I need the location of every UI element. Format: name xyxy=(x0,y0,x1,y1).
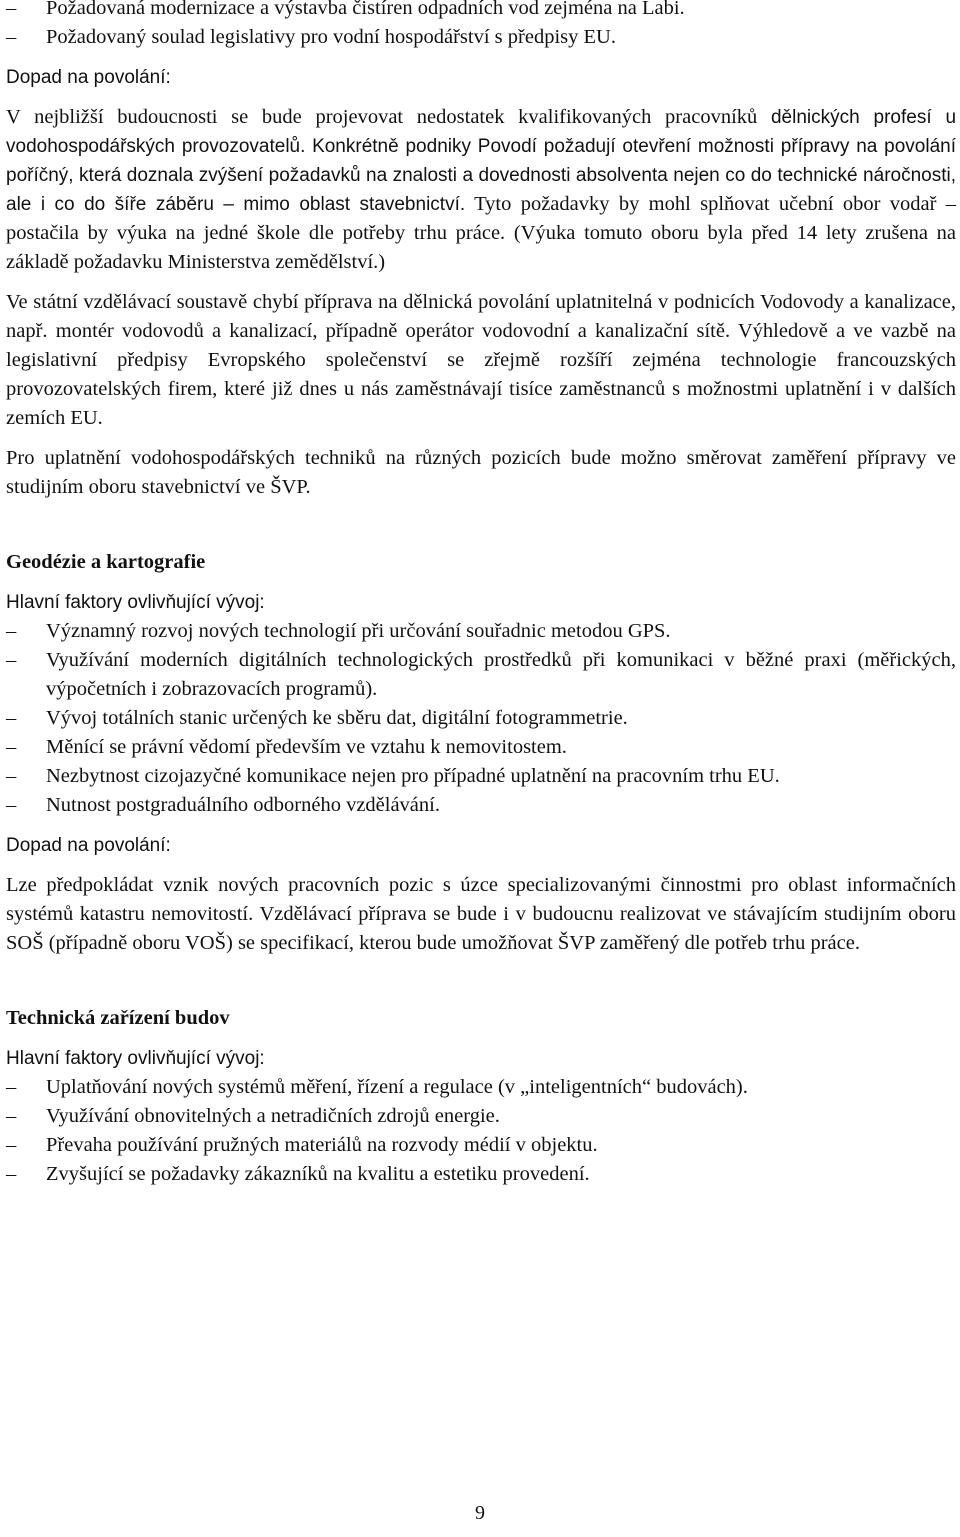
list-item: – Vývoj totálních stanic určených ke sběru dat, digitální fotogrammetrie. xyxy=(6,704,956,733)
dash-bullet: – xyxy=(6,0,17,19)
list-item: – Uplatňování nových systémů měření, řízení a regulace (v „inteligentních“ budovách). xyxy=(6,1073,956,1102)
dash-bullet: – xyxy=(6,707,17,729)
section-heading: Geodézie a kartografie xyxy=(6,551,206,573)
list-item: – Zvyšující se požadavky zákazníků na kvalitu a estetiku provedení. xyxy=(6,1160,956,1189)
dash-bullet: – xyxy=(6,736,17,758)
dash-bullet: – xyxy=(6,765,17,787)
dash-bullet: – xyxy=(6,794,17,816)
impact-label: Dopad na povolání: xyxy=(6,67,171,88)
paragraph: Pro uplatnění vodohospodářských techniků na různých pozicích bude možno směrovat zaměření přípravy ve studijním oboru stavebnictví ve ŠVP. xyxy=(6,447,956,498)
list-item: – Nutnost postgraduálního odborného vzdělávání. xyxy=(6,791,956,820)
dash-bullet: – xyxy=(6,1105,17,1127)
list-item: – Významný rozvoj nových technologií při určování souřadnic metodou GPS. xyxy=(6,617,956,646)
list-item: – Požadovaný soulad legislativy pro vodní hospodářství s předpisy EU. xyxy=(6,23,956,52)
dash-bullet: – xyxy=(6,649,17,671)
factors-bullet-list xyxy=(6,617,956,820)
factors-bullet-list xyxy=(6,1073,956,1189)
list-item: – Měnící se právní vědomí především ve vztahu k nemovitostem. xyxy=(6,733,956,762)
dash-bullet: – xyxy=(6,1134,17,1156)
factors-label: Hlavní faktory ovlivňující vývoj: xyxy=(6,592,265,613)
dash-bullet: – xyxy=(6,1163,17,1185)
dash-bullet: – xyxy=(6,620,17,642)
impact-label: Dopad na povolání: xyxy=(6,835,171,856)
page-number: 9 xyxy=(475,1502,485,1524)
list-item: – Nezbytnost cizojazyčné komunikace nejen pro případné uplatnění na pracovním trhu EU. xyxy=(6,762,956,791)
list-item: – Požadovaná modernizace a výstavba čistíren odpadních vod zejména na Labi. xyxy=(6,0,956,23)
list-item: – Využívání moderních digitálních technologických prostředků při komunikaci v běžné praxi (měřických, výpočetních i zobrazovacích programů). xyxy=(6,646,956,704)
paragraph: V nejbližší budoucnosti se bude projevovat nedostatek kvalifikovaných pracovníků dělnických profesí u vodohospodářských provozovatelů. Konkrétně podniky Povodí požadují otevření možnosti přípravy na povolání poříčný, která doznala zvýšení požadavků na znalosti a dovednosti absolventa nejen co do technické náročnosti, ale i co do šíře záběru – mimo oblast stavebnictví. Tyto požadavky by mohl splňovat učební obor vodař – postačila by výuka na jedné škole dle potřeby trhu práce. (Výuka tomuto oboru byla před 14 lety zrušena na základě požadavku Ministerstva zemědělství.) xyxy=(6,106,957,273)
factors-label: Hlavní faktory ovlivňující vývoj: xyxy=(6,1048,265,1069)
paragraph: Ve státní vzdělávací soustavě chybí příprava na dělnická povolání uplatnitelná v podnicích Vodovody a kanalizace, např. montér vodovodů a kanalizací, případně operátor vodovodní a kanalizační sítě. Výhledově a ve vazbě na legislativní předpisy Evropského společenství se zřejmě rozšíří zejména technologie francouzských provozovatelských firem, které již dnes u nás zaměstnávají tisíce zaměstnanců s možnostmi uplatnění i v dalších zemích EU. xyxy=(6,291,956,429)
intro-bullet-list xyxy=(6,0,956,52)
list-item: – Převaha používání pružných materiálů na rozvody médií v objektu. xyxy=(6,1131,956,1160)
section-heading: Technická zařízení budov xyxy=(6,1007,230,1029)
dash-bullet: – xyxy=(6,1076,17,1098)
document-page xyxy=(6,0,956,1189)
dash-bullet: – xyxy=(6,26,17,48)
list-item: – Využívání obnovitelných a netradičních zdrojů energie. xyxy=(6,1102,956,1131)
paragraph: Lze předpokládat vznik nových pracovních pozic s úzce specializovanými činnostmi pro oblast informačních systémů katastru nemovitostí. Vzdělávací příprava se bude i v budoucnu realizovat ve stávajícím studijním oboru SOŠ (případně oboru VOŠ) se specifikací, kterou bude umožňovat ŠVP zaměřený dle potřeb trhu práce. xyxy=(6,874,956,954)
